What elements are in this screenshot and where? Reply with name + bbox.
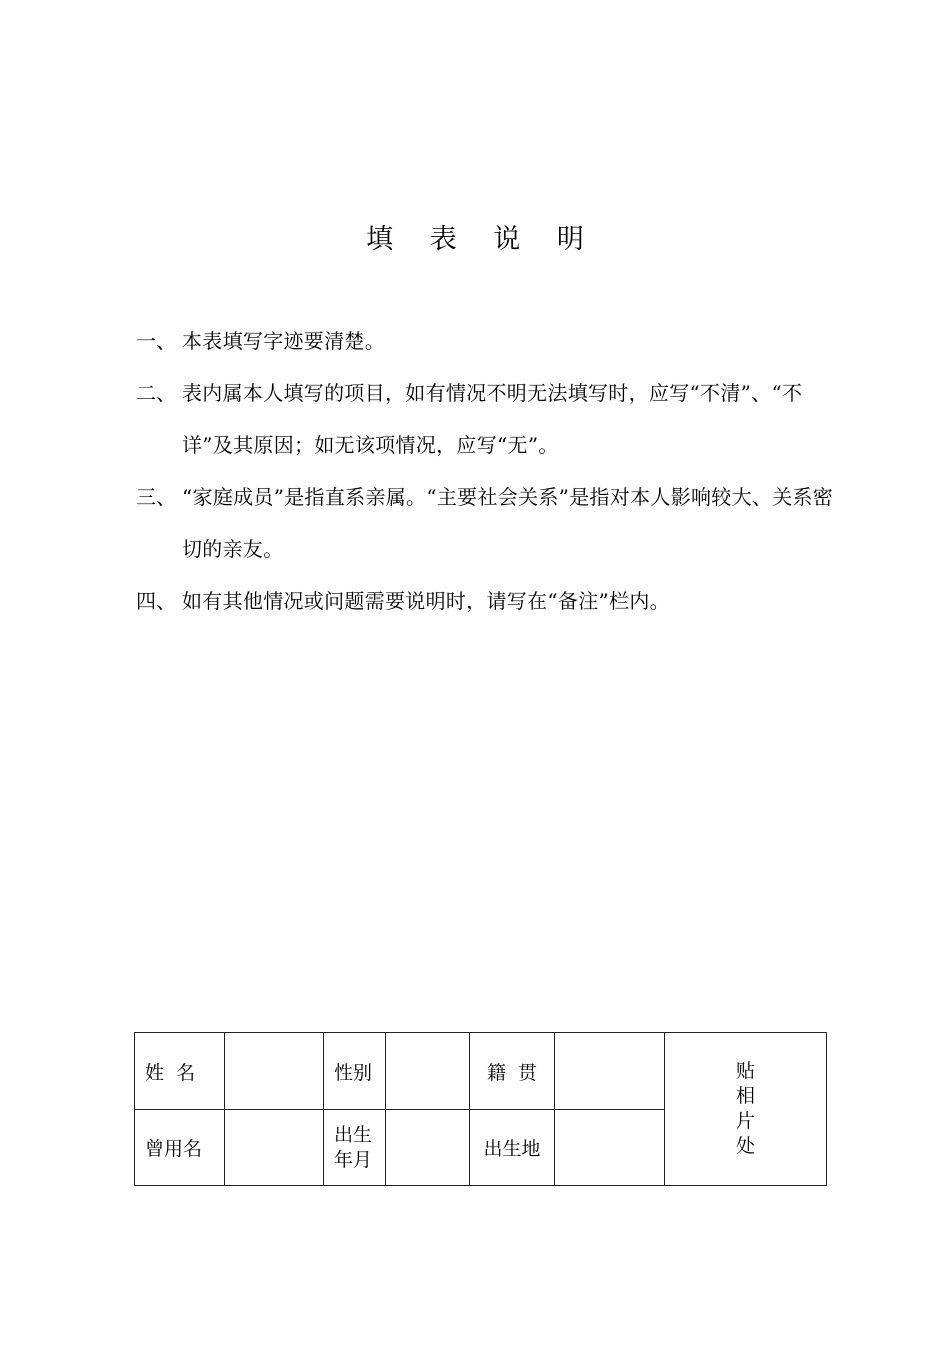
instruction-item-1	[136, 315, 836, 367]
instruction-number-4: 四、	[136, 589, 176, 613]
instruction-number-2: 二、	[136, 381, 176, 405]
photo-label-char-3: 片	[735, 1110, 755, 1132]
instruction-text-4: 如有其他情况或问题需要说明时，请写在“备注”栏内。	[182, 589, 670, 613]
name-label: 姓 名	[135, 1033, 225, 1110]
photo-label-char-1: 贴	[735, 1060, 755, 1082]
name-input-cell[interactable]	[225, 1033, 324, 1110]
instruction-item-4	[136, 575, 836, 627]
instruction-item-3	[136, 471, 836, 575]
native-place-label: 籍 贯	[470, 1033, 555, 1110]
instruction-text-3: “家庭成员”是指直系亲属。“主要社会关系”是指对本人影响较大、关系密切的亲友。	[182, 485, 834, 561]
instruction-number-1: 一、	[136, 329, 176, 353]
instruction-text-2: 表内属本人填写的项目，如有情况不明无法填写时，应写“不清”、“不详”及其原因；如无该项情况，应写“无”。	[182, 381, 803, 457]
instruction-item-2	[136, 367, 836, 471]
birth-date-label-line-2: 年月	[334, 1148, 373, 1171]
birthplace-input-cell[interactable]	[555, 1110, 665, 1186]
photo-label-char-2: 相	[735, 1085, 755, 1107]
native-place-input-cell[interactable]	[555, 1033, 665, 1110]
photo-label-char-4: 处	[735, 1135, 755, 1157]
instruction-number-3: 三、	[136, 485, 176, 509]
former-name-input-cell[interactable]	[225, 1110, 324, 1186]
instruction-text-1: 本表填写字迹要清楚。	[182, 329, 385, 353]
former-name-label: 曾用名	[135, 1110, 225, 1186]
photo-placeholder[interactable]	[665, 1033, 827, 1186]
birthplace-label: 出生地	[470, 1110, 555, 1186]
gender-input-cell[interactable]	[386, 1033, 470, 1110]
instructions-list	[136, 315, 836, 627]
birth-date-label-line-1: 出生	[334, 1123, 373, 1146]
birth-date-label	[324, 1110, 386, 1186]
personal-info-table	[134, 1032, 827, 1186]
page-title: 填 表 说 明	[366, 224, 598, 255]
gender-label: 性别	[324, 1033, 386, 1110]
birth-date-input-cell[interactable]	[386, 1110, 470, 1186]
